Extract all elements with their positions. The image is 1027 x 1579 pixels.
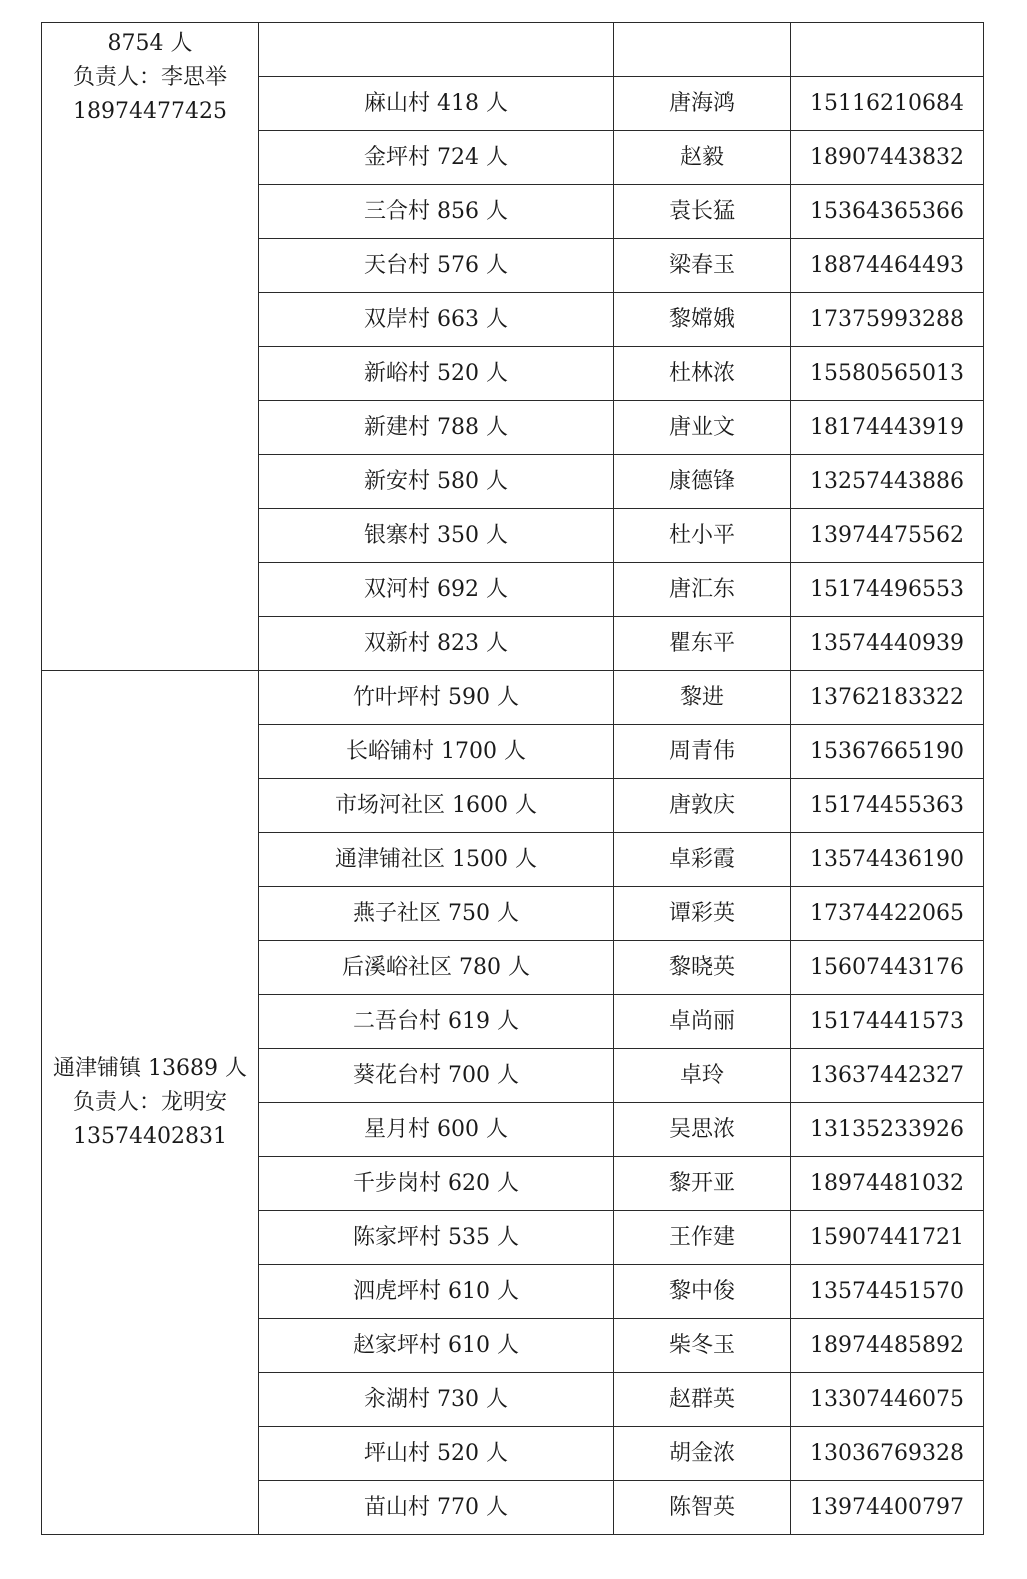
- phone-cell: [791, 23, 984, 77]
- village-cell: 苗山村 770 人: [259, 1481, 614, 1535]
- town-info-line: 通津铺镇 13689 人: [53, 1055, 247, 1081]
- contact-person-cell: 柴冬玉: [614, 1319, 791, 1373]
- village-contact-table: [41, 22, 984, 1535]
- village-cell: 双岸村 663 人: [259, 293, 614, 347]
- phone-cell: 18874464493: [791, 239, 984, 293]
- phone-cell: 18907443832: [791, 131, 984, 185]
- town-info-line: 18974477425: [73, 99, 227, 124]
- town-info-line: 负责人：李思举: [72, 65, 227, 90]
- phone-cell: 15580565013: [791, 347, 984, 401]
- village-cell: 金坪村 724 人: [259, 131, 614, 185]
- village-cell: 麻山村 418 人: [259, 77, 614, 131]
- phone-cell: 13574440939: [791, 617, 984, 671]
- contact-person-cell: 康德锋: [614, 455, 791, 509]
- village-cell: 双新村 823 人: [259, 617, 614, 671]
- contact-person-cell: 卓玲: [614, 1049, 791, 1103]
- village-cell: 燕子社区 750 人: [259, 887, 614, 941]
- contact-person-cell: 黎晓英: [614, 941, 791, 995]
- village-cell: 二吾台村 619 人: [259, 995, 614, 1049]
- contact-person-cell: 陈智英: [614, 1481, 791, 1535]
- contact-person-cell: 周青伟: [614, 725, 791, 779]
- contact-person-cell: 赵群英: [614, 1373, 791, 1427]
- village-cell: 天台村 576 人: [259, 239, 614, 293]
- contact-person-cell: 梁春玉: [614, 239, 791, 293]
- contact-person-cell: 王作建: [614, 1211, 791, 1265]
- phone-cell: 15367665190: [791, 725, 984, 779]
- contact-person-cell: [614, 23, 791, 77]
- village-cell: 三合村 856 人: [259, 185, 614, 239]
- phone-cell: 15364365366: [791, 185, 984, 239]
- phone-cell: 15116210684: [791, 77, 984, 131]
- phone-cell: 13135233926: [791, 1103, 984, 1157]
- contact-person-cell: 唐海鸿: [614, 77, 791, 131]
- village-cell: 银寨村 350 人: [259, 509, 614, 563]
- village-cell: 后溪峪社区 780 人: [259, 941, 614, 995]
- village-cell: 泗虎坪村 610 人: [259, 1265, 614, 1319]
- phone-cell: 13574451570: [791, 1265, 984, 1319]
- contact-person-cell: 吴思浓: [614, 1103, 791, 1157]
- phone-cell: 13036769328: [791, 1427, 984, 1481]
- village-cell: [259, 23, 614, 77]
- village-cell: 市场河社区 1600 人: [259, 779, 614, 833]
- phone-cell: 13974475562: [791, 509, 984, 563]
- village-cell: 竹叶坪村 590 人: [259, 671, 614, 725]
- phone-cell: 13307446075: [791, 1373, 984, 1427]
- village-cell: 赵家坪村 610 人: [259, 1319, 614, 1373]
- contact-person-cell: 唐业文: [614, 401, 791, 455]
- phone-cell: 18174443919: [791, 401, 984, 455]
- contact-person-cell: 卓尚丽: [614, 995, 791, 1049]
- table-row: [42, 671, 984, 725]
- phone-cell: 17374422065: [791, 887, 984, 941]
- table-body: [42, 23, 984, 1535]
- contact-person-cell: 卓彩霞: [614, 833, 791, 887]
- village-cell: 千步岗村 620 人: [259, 1157, 614, 1211]
- contact-person-cell: 赵毅: [614, 131, 791, 185]
- contact-person-cell: 杜小平: [614, 509, 791, 563]
- contact-person-cell: 唐汇东: [614, 563, 791, 617]
- village-cell: 新安村 580 人: [259, 455, 614, 509]
- contact-person-cell: 黎进: [614, 671, 791, 725]
- town-cell: [42, 671, 259, 1535]
- village-cell: 新峪村 520 人: [259, 347, 614, 401]
- phone-cell: 13637442327: [791, 1049, 984, 1103]
- phone-cell: 13574436190: [791, 833, 984, 887]
- town-cell: [42, 23, 259, 671]
- village-cell: 双河村 692 人: [259, 563, 614, 617]
- phone-cell: 15174455363: [791, 779, 984, 833]
- phone-cell: 15607443176: [791, 941, 984, 995]
- contact-person-cell: 黎开亚: [614, 1157, 791, 1211]
- village-cell: 通津铺社区 1500 人: [259, 833, 614, 887]
- phone-cell: 13257443886: [791, 455, 984, 509]
- contact-person-cell: 袁长猛: [614, 185, 791, 239]
- phone-cell: 13974400797: [791, 1481, 984, 1535]
- town-info-line: 13574402831: [73, 1123, 227, 1149]
- table-row: [42, 23, 984, 77]
- contact-person-cell: 唐敦庆: [614, 779, 791, 833]
- phone-cell: 15174496553: [791, 563, 984, 617]
- village-cell: 星月村 600 人: [259, 1103, 614, 1157]
- phone-cell: 18974481032: [791, 1157, 984, 1211]
- contact-person-cell: 黎嫦娥: [614, 293, 791, 347]
- phone-cell: 13762183322: [791, 671, 984, 725]
- phone-cell: 18974485892: [791, 1319, 984, 1373]
- contact-person-cell: 胡金浓: [614, 1427, 791, 1481]
- contact-person-cell: 杜林浓: [614, 347, 791, 401]
- village-cell: 坪山村 520 人: [259, 1427, 614, 1481]
- village-cell: 陈家坪村 535 人: [259, 1211, 614, 1265]
- contact-person-cell: 谭彩英: [614, 887, 791, 941]
- phone-cell: 17375993288: [791, 293, 984, 347]
- village-cell: 葵花台村 700 人: [259, 1049, 614, 1103]
- village-cell: 长峪铺村 1700 人: [259, 725, 614, 779]
- town-info-line: 负责人：龙明安: [72, 1089, 227, 1115]
- village-cell: 汆湖村 730 人: [259, 1373, 614, 1427]
- town-info-line: 8754 人: [107, 31, 193, 56]
- phone-cell: 15907441721: [791, 1211, 984, 1265]
- phone-cell: 15174441573: [791, 995, 984, 1049]
- village-cell: 新建村 788 人: [259, 401, 614, 455]
- contact-person-cell: 黎中俊: [614, 1265, 791, 1319]
- contact-person-cell: 瞿东平: [614, 617, 791, 671]
